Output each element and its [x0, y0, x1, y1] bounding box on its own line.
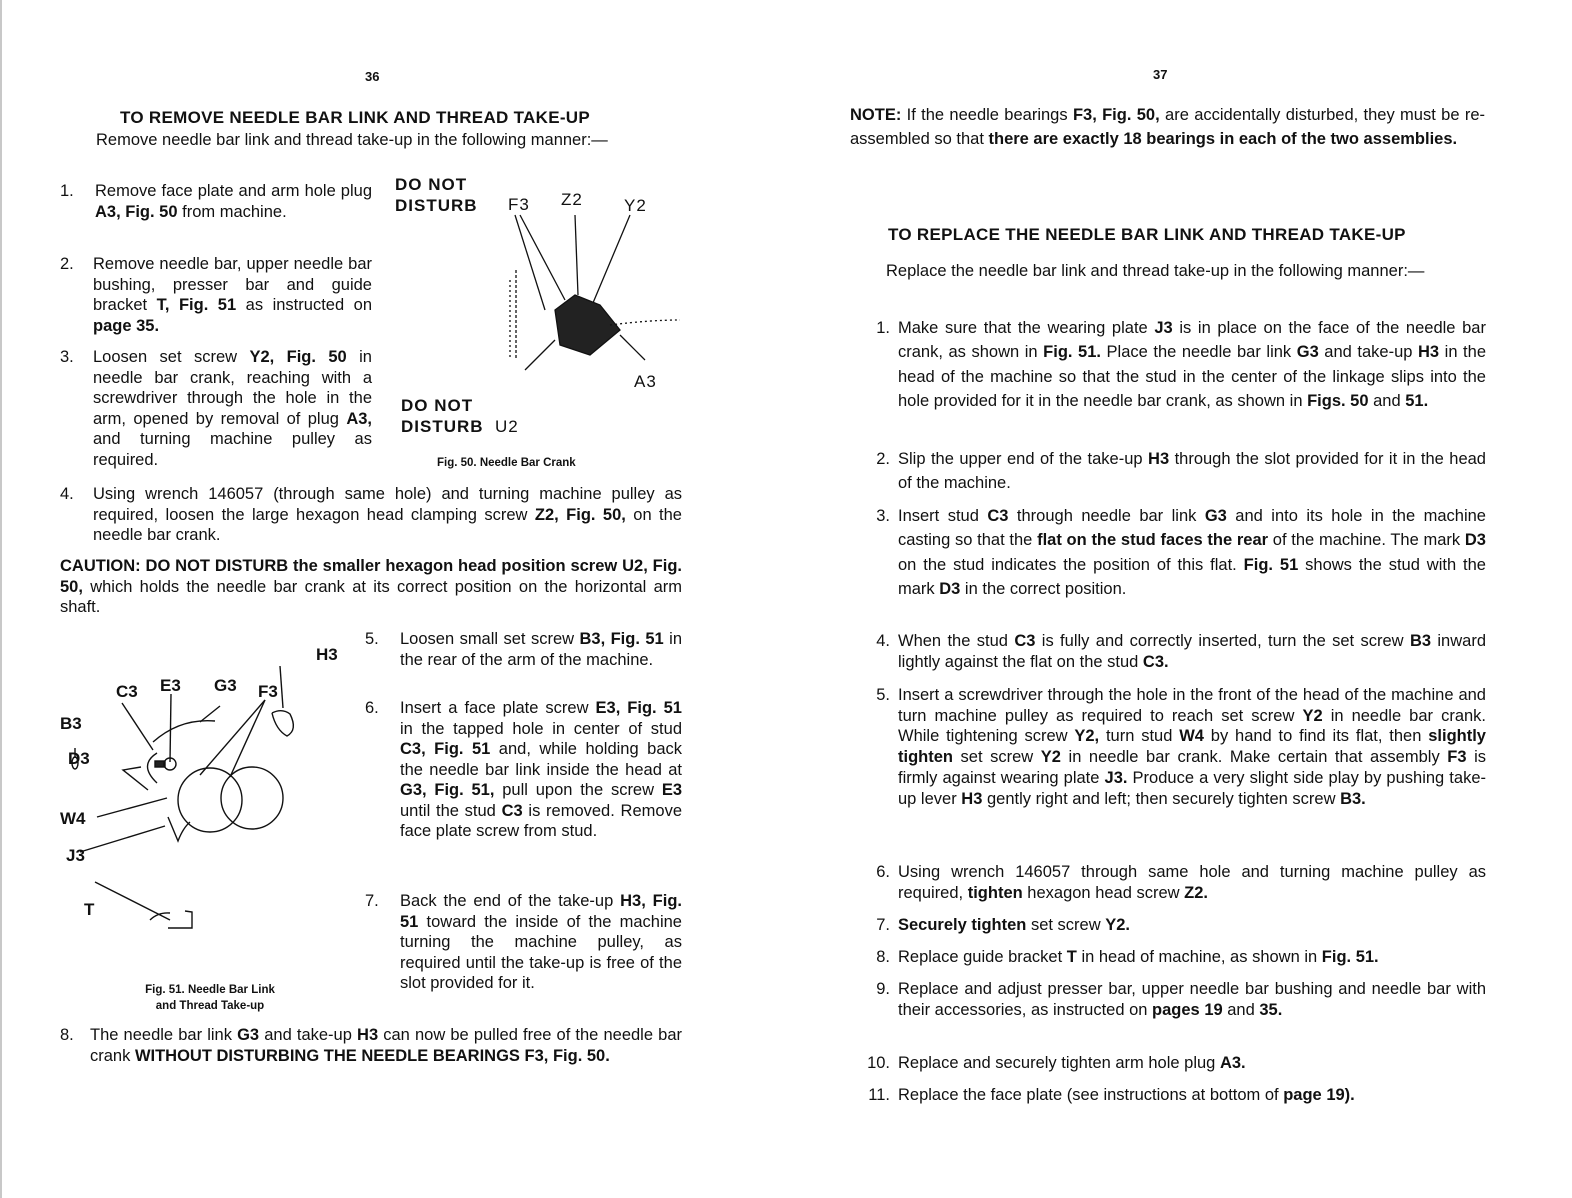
item-number: 9. — [876, 980, 890, 998]
item-text — [400, 698, 682, 842]
item-number: 7. — [876, 916, 890, 934]
text-run: Insert a screwdriver through the hole in the front of the head of the machine and turn machine pulley as required to reach set screw — [898, 686, 1486, 725]
label-f3: F3 — [258, 682, 278, 701]
bold-text: Z2. — [1184, 883, 1209, 902]
heading-remove: TO REMOVE NEEDLE BAR LINK AND THREAD TAKE-UP — [120, 108, 591, 127]
bold-text: T, Fig. 51 — [156, 296, 237, 314]
item-number: 6. — [365, 699, 379, 717]
text-run: in the head of the machine so that the stud in the center of the linkage slips into the hole provided for it in the needle bar crank, as shown in — [898, 343, 1486, 411]
text-run: in the correct position. — [960, 580, 1127, 599]
item-text — [400, 629, 682, 670]
text-run: in needle bar crank. Make certain that assembly — [1060, 748, 1448, 767]
bold-text: slightly tighten — [898, 727, 1486, 767]
bold-text: F3 — [1447, 748, 1467, 767]
label-a3: A3 — [634, 372, 657, 391]
list-item — [60, 181, 372, 222]
text-run: and, while holding back the needle bar link inside the head at — [400, 740, 682, 779]
bold-text: B3, Fig. 51 — [579, 630, 664, 648]
label-u2: U2 — [495, 417, 519, 436]
bold-text: G3 — [237, 1026, 260, 1044]
text-run: Produce a very slight side play by pushing take-up lever — [898, 768, 1486, 808]
list-item — [860, 1083, 1486, 1107]
text-run: and — [1368, 392, 1406, 411]
caution-paragraph — [60, 556, 682, 618]
list-item — [365, 698, 682, 842]
text-run: in needle bar crank. While tightening screw — [898, 706, 1487, 746]
text-run: Slip the upper end of the take-up — [898, 450, 1149, 468]
text-run: and turning machine pulley as required. — [93, 430, 372, 469]
bold-text: H3 — [1418, 343, 1440, 362]
note-paragraph — [850, 104, 1485, 151]
text-run: is firmly against wearing plate — [898, 748, 1487, 787]
page-number-right: 37 — [1153, 67, 1168, 82]
text-run: Loosen set screw — [93, 348, 250, 366]
bold-text: Fig. 51. — [1043, 343, 1101, 362]
item-number: 10. — [867, 1054, 890, 1072]
figure-caption: Fig. 50. Needle Bar Crank — [437, 457, 576, 469]
text-run: gently right and left; then securely tighten screw — [982, 789, 1341, 808]
do-not-disturb-label: DO NOT DISTURB — [395, 175, 478, 215]
text-run: in head of machine, as shown in — [1076, 948, 1322, 966]
bold-text: Y2, Fig. 50 — [249, 348, 347, 366]
item-text — [898, 316, 1486, 414]
list-item — [860, 1051, 1486, 1075]
item-text — [93, 484, 682, 546]
list-item — [860, 685, 1486, 809]
bold-text: C3, Fig. 51 — [400, 740, 491, 758]
text-run: Using wrench 146057 through same hole and turning machine pulley as required, — [898, 863, 1486, 902]
bold-text: C3. — [1142, 652, 1169, 671]
item-text — [898, 979, 1486, 1020]
bold-text: Fig. 51 — [1243, 555, 1299, 574]
item-number: 5. — [876, 686, 890, 704]
bold-text: Figs. 50 — [1307, 392, 1369, 411]
bold-text: CAUTION: DO NOT DISTURB the smaller hexagon head position screw U2, Fig. 50, — [60, 557, 682, 596]
text-run: of the machine. The mark — [1268, 531, 1465, 550]
item-text — [95, 181, 372, 222]
text-run: in needle bar crank, reaching with a screwdriver through the hole in the arm, opened by removal of plug — [93, 348, 372, 428]
bold-text: F3, Fig. 50, — [1072, 106, 1160, 124]
item-text — [400, 891, 682, 994]
bold-text: H3, Fig. 51 — [400, 892, 682, 931]
text-run: Place the needle bar link — [1100, 343, 1297, 362]
bold-text: G3, Fig. 51, — [400, 781, 495, 799]
label-z2: Z2 — [561, 190, 583, 209]
needle-bar-link-drawing — [50, 630, 350, 930]
heading-replace: TO REPLACE THE NEEDLE BAR LINK AND THREAD TAKE-UP — [888, 225, 1406, 244]
list-item — [860, 316, 1486, 414]
text-run: When the stud — [898, 632, 1015, 650]
list-item — [60, 254, 372, 336]
bold-text: C3 — [501, 801, 523, 820]
text-run: Insert a face plate screw — [400, 699, 596, 717]
list-item — [860, 447, 1486, 496]
item-number: 11. — [868, 1086, 890, 1104]
item-number: 8. — [60, 1026, 74, 1044]
item-text — [898, 447, 1486, 496]
text-run: inward lightly against the flat on the stud — [898, 632, 1486, 671]
list-item — [860, 913, 1486, 937]
item-number: 3. — [876, 507, 890, 525]
bold-text: T — [1066, 948, 1077, 966]
bold-text: H3 — [357, 1026, 379, 1044]
bold-text: 35. — [1259, 1000, 1283, 1019]
text-run: and — [1222, 1000, 1260, 1019]
bold-text: D3 — [939, 580, 961, 599]
text-run: as instructed on — [236, 296, 372, 314]
figure-caption: Fig. 51. Needle Bar Link and Thread Take-up — [145, 984, 275, 1012]
item-text — [93, 254, 372, 336]
text-run: and take-up — [259, 1026, 358, 1044]
text-run: are accidentally disturbed, they must be re-assembled so that — [850, 106, 1485, 148]
text-run: is in place on the face of the needle bar crank, as shown in — [898, 319, 1486, 362]
text-run: on the needle bar crank. — [93, 505, 682, 544]
text-run: shows the stud with the mark — [898, 555, 1486, 599]
text-run: in the tapped hole in center of stud — [400, 719, 682, 738]
item-text — [898, 913, 1486, 937]
bold-text: Y2. — [1105, 916, 1131, 934]
bold-text: C3 — [987, 507, 1009, 525]
bold-text: G3 — [1296, 343, 1319, 362]
label-b3: B3 — [60, 714, 82, 733]
text-run: through the slot provided for it in the head of the machine. — [898, 450, 1486, 493]
text-run: pull upon the screw — [494, 781, 662, 799]
item-number: 2. — [876, 450, 890, 468]
list-item — [60, 347, 372, 470]
item-text — [898, 862, 1486, 903]
bold-text: Y2 — [1302, 706, 1323, 725]
bold-text: J3. — [1104, 768, 1128, 787]
label-g3: G3 — [214, 676, 237, 695]
text-run: Replace and securely tighten arm hole plug — [898, 1054, 1220, 1072]
text-run: Make sure that the wearing plate — [898, 319, 1155, 337]
bold-text: Y2 — [1040, 748, 1061, 767]
bold-text: page 35. — [93, 316, 160, 335]
item-number: 4. — [876, 632, 890, 650]
bold-text: NOTE: — [850, 106, 902, 124]
label-f3: F3 — [508, 195, 530, 214]
text-run: by hand to find its flat, then — [1203, 727, 1429, 746]
bold-text: B3. — [1340, 789, 1366, 808]
page-number-left: 36 — [365, 69, 380, 84]
item-number: 7. — [365, 892, 379, 910]
text-run: in the rear of the arm of the machine. — [400, 630, 682, 669]
bold-text: E3 — [661, 781, 683, 799]
text-run: hexagon head screw — [1022, 883, 1185, 902]
bold-text: D3 — [1464, 531, 1486, 550]
bold-text: H3 — [961, 789, 983, 808]
label-t: T — [84, 900, 95, 919]
item-number: 6. — [876, 863, 890, 881]
bold-text: Z2, Fig. 50, — [534, 505, 626, 524]
text-run: is removed. Remove face plate screw from stud. — [400, 801, 682, 840]
bold-text: Fig. 51. — [1321, 948, 1379, 966]
label-y2: Y2 — [624, 196, 647, 215]
list-item — [860, 504, 1486, 602]
text-run: and take-up — [1318, 343, 1418, 362]
text-run: until the stud — [400, 801, 502, 820]
label-h3: H3 — [316, 645, 338, 664]
text-run: Insert stud — [898, 507, 988, 525]
text-run: set screw — [1026, 916, 1106, 934]
bold-text: A3. — [1219, 1054, 1246, 1072]
bold-text: E3, Fig. 51 — [595, 699, 682, 717]
label-e3: E3 — [160, 676, 181, 695]
text-run: which holds the needle bar crank at its correct position on the horizontal arm shaft. — [60, 577, 682, 616]
bold-text: there are exactly 18 bearings in each of the two assemblies. — [988, 129, 1458, 148]
text-run: Replace and adjust presser bar, upper needle bar bushing and needle bar with their accessories, as instructed on — [898, 980, 1486, 1019]
text-run: Remove needle bar, upper needle bar bushing, presser bar and guide bracket — [93, 255, 372, 314]
page-edge — [0, 0, 2, 1198]
list-item — [860, 862, 1486, 903]
text-run: is fully and correctly inserted, turn the set screw — [1035, 632, 1410, 650]
text-run: Back the end of the take-up — [400, 892, 621, 910]
item-number: 3. — [60, 348, 74, 366]
intro-remove: Remove needle bar link and thread take-up in the following manner:— — [96, 131, 608, 149]
bold-text: 51. — [1405, 392, 1429, 411]
bold-text: J3 — [1154, 319, 1173, 337]
bold-text: H3 — [1148, 450, 1170, 468]
item-text — [898, 945, 1486, 969]
bold-text: Securely tighten — [898, 916, 1027, 934]
list-item — [860, 979, 1486, 1020]
bold-text: WITHOUT DISTURBING THE NEEDLE BEARINGS F3, Fig. 50. — [134, 1046, 610, 1065]
text-run: toward the inside of the machine turning the machine pulley, as required until the take-up is free of the slot provided for it. — [400, 912, 682, 992]
text-run: on the stud indicates the position of this flat. — [898, 555, 1244, 574]
text-run: set screw — [953, 748, 1041, 767]
item-text — [898, 1051, 1486, 1075]
item-number: 1. — [876, 319, 890, 337]
bold-text: A3, — [346, 409, 372, 428]
list-item — [860, 631, 1486, 672]
item-text — [90, 1025, 682, 1066]
intro-replace: Replace the needle bar link and thread take-up in the following manner:— — [886, 262, 1425, 280]
bold-text: flat on the stud faces the rear — [1037, 531, 1269, 550]
list-item — [860, 945, 1486, 969]
item-number: 5. — [365, 630, 379, 648]
label-j3: J3 — [66, 846, 85, 865]
item-text — [898, 685, 1486, 809]
bold-text: pages 19 — [1152, 1000, 1223, 1019]
text-run: from machine. — [177, 202, 287, 221]
bold-text: G3 — [1204, 507, 1227, 525]
bold-text: page 19). — [1283, 1086, 1355, 1104]
text-run: Loosen small set screw — [400, 630, 580, 648]
text-run: and into its hole in the machine casting so that the — [898, 507, 1486, 550]
text-run: turn stud — [1099, 727, 1180, 746]
item-text — [898, 1083, 1486, 1107]
text-run: Replace the face plate (see instructions at bottom of — [898, 1086, 1284, 1104]
text-run: Replace guide bracket — [898, 948, 1067, 966]
item-number: 1. — [60, 182, 74, 200]
text-run: Using wrench 146057 (through same hole) and turning machine pulley as required, loosen the large hexagon head clamping screw — [93, 485, 682, 524]
bold-text: W4 — [1179, 727, 1204, 746]
list-item — [365, 629, 682, 670]
text-run: If the needle bearings — [901, 106, 1073, 124]
item-text — [898, 504, 1486, 602]
list-item — [365, 891, 682, 994]
text-run: The needle bar link — [90, 1026, 238, 1044]
label-c3: C3 — [116, 682, 138, 701]
label-w4: W4 — [60, 809, 86, 828]
bold-text: B3 — [1409, 632, 1432, 650]
item-text — [898, 631, 1486, 672]
item-number: 8. — [876, 948, 890, 966]
bold-text: A3, Fig. 50 — [95, 202, 178, 221]
list-item — [60, 484, 682, 546]
list-item — [60, 1025, 682, 1066]
bold-text: Y2, — [1074, 727, 1100, 746]
bold-text: C3 — [1014, 632, 1036, 650]
item-number: 4. — [60, 485, 74, 503]
bold-text: tighten — [967, 883, 1023, 902]
item-number: 2. — [60, 255, 74, 273]
label-d3: D3 — [68, 749, 90, 768]
item-text — [93, 347, 372, 470]
text-run: can now be pulled free of the needle bar crank — [90, 1026, 682, 1065]
text-run: Remove face plate and arm hole plug — [95, 182, 372, 200]
do-not-disturb-label: DO NOT DISTURB U2 — [401, 396, 519, 436]
text-run: through needle bar link — [1008, 507, 1205, 525]
needle-bar-crank-drawing — [470, 210, 770, 410]
